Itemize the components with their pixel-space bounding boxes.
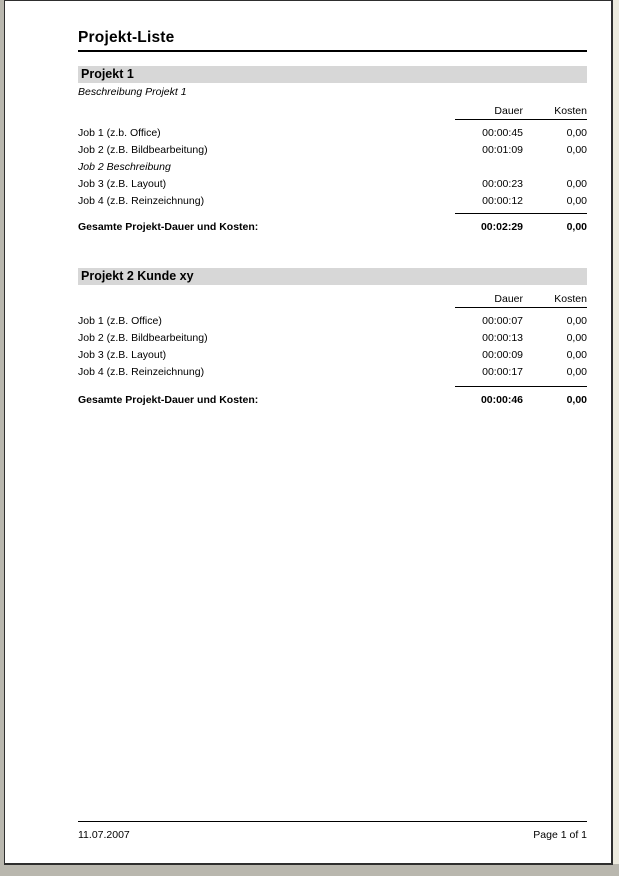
job-label: Job 1 (z.B. Office) — [78, 315, 162, 327]
job-dauer: 00:00:12 — [482, 195, 523, 207]
column-header-kosten: Kosten — [554, 293, 587, 305]
job-kosten: 0,00 — [566, 366, 587, 378]
footer-divider — [78, 821, 587, 822]
total-label: Gesamte Projekt-Dauer und Kosten: — [78, 394, 259, 406]
job-dauer: 00:00:13 — [482, 332, 523, 344]
total-dauer: 00:02:29 — [480, 221, 523, 233]
job-label: Job 4 (z.B. Reinzeichnung) — [78, 195, 205, 207]
project-total-row — [78, 220, 587, 237]
job-dauer: 00:00:09 — [482, 349, 523, 361]
job-row — [78, 126, 587, 143]
project-section-2 — [78, 268, 587, 410]
project-total-row — [78, 393, 587, 410]
job-row — [78, 177, 587, 194]
job-row — [78, 194, 587, 211]
column-header-dauer: Dauer — [494, 293, 523, 305]
job-row — [78, 365, 587, 382]
job-rows — [78, 314, 587, 382]
job-label: Job 3 (z.B. Layout) — [78, 349, 167, 361]
total-dauer: 00:00:46 — [480, 394, 523, 406]
job-dauer: 00:00:17 — [482, 366, 523, 378]
job-kosten: 0,00 — [566, 127, 587, 139]
report-page — [4, 0, 613, 865]
job-kosten: 0,00 — [566, 332, 587, 344]
report-content — [5, 29, 611, 876]
job-description: Job 2 Beschreibung — [78, 161, 171, 173]
job-rows — [78, 126, 587, 211]
job-dauer: 00:00:45 — [482, 127, 523, 139]
job-label: Job 3 (z.B. Layout) — [78, 178, 167, 190]
job-dauer: 00:01:09 — [482, 144, 523, 156]
job-description-row — [78, 160, 587, 177]
title-divider — [78, 50, 587, 52]
job-row — [78, 331, 587, 348]
job-row — [78, 143, 587, 160]
footer-row — [78, 829, 587, 842]
job-kosten: 0,00 — [566, 315, 587, 327]
job-row — [78, 314, 587, 331]
total-kosten: 0,00 — [566, 221, 587, 233]
job-label: Job 2 (z.B. Bildbearbeitung) — [78, 144, 208, 156]
job-kosten: 0,00 — [566, 144, 587, 156]
job-row — [78, 348, 587, 365]
project-2-header: Projekt 2 Kunde xy — [78, 268, 587, 285]
total-divider — [455, 213, 587, 214]
total-kosten: 0,00 — [566, 394, 587, 406]
job-label: Job 4 (z.B. Reinzeichnung) — [78, 366, 205, 378]
project-1-description: Beschreibung Projekt 1 — [78, 86, 187, 98]
header-divider — [455, 119, 587, 120]
job-label: Job 2 (z.B. Bildbearbeitung) — [78, 332, 208, 344]
job-kosten: 0,00 — [566, 195, 587, 207]
job-dauer: 00:00:23 — [482, 178, 523, 190]
table-header-row — [78, 293, 587, 306]
column-header-kosten: Kosten — [554, 105, 587, 117]
total-divider — [455, 386, 587, 387]
job-kosten: 0,00 — [566, 349, 587, 361]
job-kosten: 0,00 — [566, 178, 587, 190]
project-1-header: Projekt 1 — [78, 66, 587, 83]
table-header-row — [78, 105, 587, 118]
job-label: Job 1 (z.b. Office) — [78, 127, 161, 139]
page-footer — [78, 821, 587, 842]
page-indicator: Page 1 of 1 — [533, 829, 587, 841]
page-edge-highlight — [613, 0, 619, 864]
page-title: Projekt-Liste — [78, 29, 175, 46]
header-divider — [455, 307, 587, 308]
column-header-dauer: Dauer — [494, 105, 523, 117]
report-date: 11.07.2007 — [78, 829, 130, 841]
total-label: Gesamte Projekt-Dauer und Kosten: — [78, 221, 259, 233]
job-dauer: 00:00:07 — [482, 315, 523, 327]
project-section-1 — [78, 66, 587, 237]
